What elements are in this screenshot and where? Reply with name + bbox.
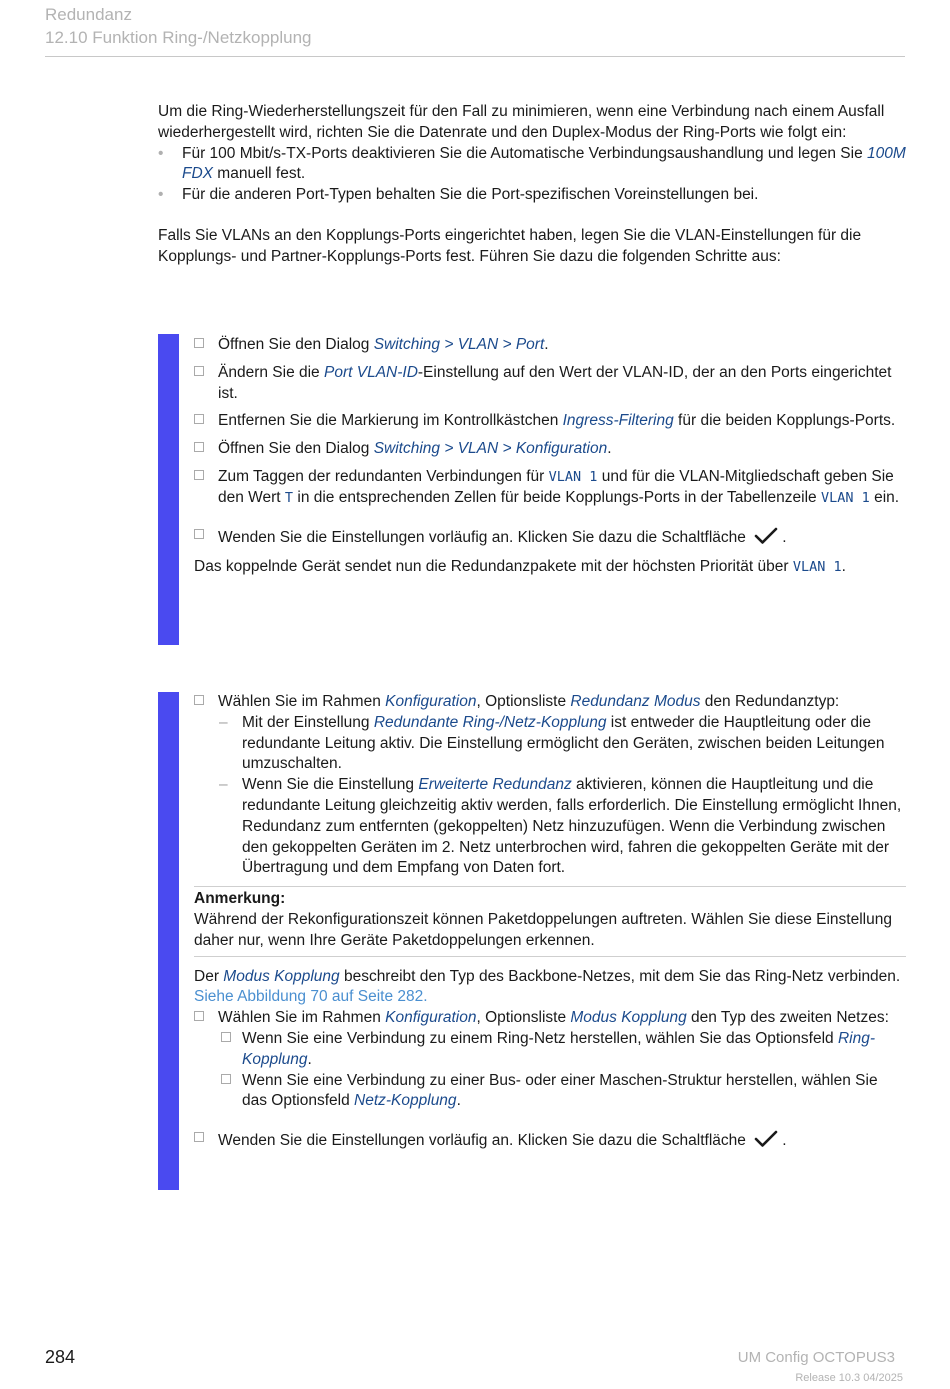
code-value: VLAN 1 — [548, 468, 598, 485]
dash-marker: – — [219, 776, 228, 794]
accent-bar — [158, 692, 179, 1190]
bullet-item: • Für die anderen Port-Typen behalten Sie die Port-spezifischen Voreinstellungen bei. — [158, 185, 906, 206]
ui-term: Port VLAN-ID — [324, 363, 418, 381]
release-info: Release 10.3 04/2025 — [795, 1372, 903, 1384]
checkbox-icon — [221, 1032, 231, 1042]
ui-term: Redundanz Modus — [570, 693, 701, 710]
sub-step-item: Wenn Sie eine Verbindung zu einem Ring-Netz herstellen, wählen Sie das Optionsfeld Ring-Kopplung. — [194, 1029, 906, 1071]
instruction-block-vlan — [158, 334, 906, 645]
code-value: VLAN 1 — [792, 559, 842, 576]
document-title: UM Config OCTOPUS3 — [737, 1349, 895, 1366]
ui-term: Modus Kopplung — [223, 967, 340, 985]
ui-term: Netz-Kopplung — [354, 1092, 457, 1110]
note-text: Während der Rekonfigurationszeit können Paketdoppelungen auftreten. Wählen Sie diese Einstellung daher nur, wenn Ihre Geräte Paketdoppelungen erkennen. — [194, 910, 892, 949]
checkbox-icon — [194, 1132, 204, 1142]
checkbox-icon — [194, 366, 204, 376]
checkbox-icon — [194, 1011, 204, 1021]
step-item: Wählen Sie im Rahmen Konfiguration, Optionsliste Modus Kopplung den Typ des zweiten Netzes: — [194, 1008, 906, 1029]
ui-term: Ingress-Filtering — [562, 412, 674, 430]
step-item: Wählen Sie im Rahmen Konfiguration, Optionsliste Redundanz Modus den Redundanztyp: — [194, 692, 906, 713]
coupling-mode-text: Der Modus Kopplung beschreibt den Typ des Backbone-Netzes, mit dem Sie das Ring-Netz verbinden. Siehe Abbildung 70 auf Seite 282. — [194, 967, 901, 1006]
header-divider — [45, 56, 905, 57]
ui-term: Konfiguration — [385, 1009, 477, 1027]
note-box — [194, 886, 906, 956]
intro-block — [158, 102, 906, 268]
menu-path: Switching > VLAN > Konfiguration — [373, 440, 608, 458]
dash-item: – Mit der Einstellung Redundante Ring-/Netz-Kopplung ist entweder die Hauptleitung oder die redundante Leitung aktiv. Die Einstellung ermöglicht den Geräten, zwischen beiden Leitungen umzuschalten. — [219, 713, 885, 773]
result-text: Das koppelnde Gerät sendet nun die Redundanzpakete mit der höchsten Priorität über VLAN 1. — [194, 558, 846, 576]
ui-term: Konfiguration — [385, 693, 477, 710]
bullet-item: • Für 100 Mbit/s-TX-Ports deaktivieren Sie die Automatische Verbindungsaushandlung und legen Sie 100M FDX manuell fest. — [158, 144, 906, 186]
accent-bar — [158, 334, 179, 645]
checkmark-icon — [753, 1129, 779, 1149]
menu-path: Switching > VLAN > Port — [373, 336, 545, 353]
step-item: Ändern Sie die Port VLAN-ID-Einstellung auf den Wert der VLAN-ID, der an den Ports eingerichtet ist. — [194, 363, 906, 405]
note-title: Anmerkung: — [194, 890, 286, 908]
checkbox-icon — [194, 414, 204, 424]
vlan-paragraph: Falls Sie VLANs an den Kopplungs-Ports eingerichtet haben, legen Sie die VLAN-Einstellungen für die Kopplungs- und Partner-Kopplungs-Ports fest. Führen Sie dazu die folgenden Schritte aus: — [158, 226, 862, 265]
checkbox-icon — [194, 529, 204, 539]
intro-paragraph: Um die Ring-Wiederherstellungszeit für den Fall zu minimieren, wenn eine Verbindung nach einem Ausfall wiederhergestellt wird, richten Sie die Datenrate und den Duplex-Modus der Ring-Ports wie folgt ein: — [158, 103, 885, 141]
code-value: T — [284, 489, 294, 506]
step-item: Entfernen Sie die Markierung im Kontrollkästchen Ingress-Filtering für die beiden Kopplungs-Ports. — [194, 411, 906, 432]
chapter-title: Redundanz — [45, 5, 132, 24]
step-item: Wenden Sie die Einstellungen vorläufig an. Klicken Sie dazu die Schaltfläche . — [194, 526, 906, 549]
instruction-block-redundancy — [158, 692, 906, 1190]
ui-term: Ring-Kopplung — [242, 1029, 876, 1068]
step-item: Wenden Sie die Einstellungen vorläufig an. Klicken Sie dazu die Schaltfläche . — [194, 1129, 906, 1152]
step-item: Öffnen Sie den Dialog Switching > VLAN > Konfiguration. — [194, 439, 906, 460]
step-item: Öffnen Sie den Dialog Switching > VLAN > Port. — [194, 335, 906, 356]
code-value: VLAN 1 — [820, 489, 870, 506]
dash-marker: – — [219, 713, 228, 731]
checkbox-icon — [194, 695, 204, 705]
sub-step-item: Wenn Sie eine Verbindung zu einer Bus- oder einer Maschen-Struktur herstellen, wählen Sie das Optionsfeld Netz-Kopplung. — [194, 1071, 906, 1113]
running-header — [45, 3, 312, 49]
ui-term: Modus Kopplung — [570, 1009, 687, 1027]
section-title: 12.10 Funktion Ring-/Netzkopplung — [45, 28, 312, 47]
checkbox-icon — [194, 470, 204, 480]
checkbox-icon — [194, 338, 204, 348]
checkbox-icon — [221, 1074, 231, 1084]
dash-item: – Wenn Sie die Einstellung Erweiterte Redundanz aktivieren, können die Hauptleitung und die redundante Leitung gleichzeitig aktiv werden, falls erforderlich. Die Einstellung ermöglicht Ihnen, Redundanz zum entfernten (gekoppelten) Netz hinzuzufügen. Wenn die Verbindung zwischen den gekoppelten Geräten im 2. Netz unterbrochen wird, fahren die gekoppelten Geräte mit der Übertragung und dem Empfang von Daten fort. — [219, 776, 902, 877]
figure-reference-link[interactable]: Siehe Abbildung 70 auf Seite 282. — [194, 988, 428, 1006]
step-item: Zum Taggen der redundanten Verbindungen für VLAN 1 und für die VLAN-Mitgliedschaft geben Sie den Wert T in die entsprechenden Zellen für beide Kopplungs-Ports in der Tabellenzeile VLAN 1 ein. — [194, 467, 906, 509]
checkbox-icon — [194, 442, 204, 452]
checkmark-icon — [753, 526, 779, 546]
ui-term: Redundante Ring-/Netz-Kopplung — [373, 713, 607, 731]
intro-bullet-list — [158, 144, 906, 206]
ui-term: Erweiterte Redundanz — [418, 776, 572, 794]
ui-term: 100M FDX — [182, 144, 906, 183]
page-number: 284 — [45, 1347, 76, 1367]
